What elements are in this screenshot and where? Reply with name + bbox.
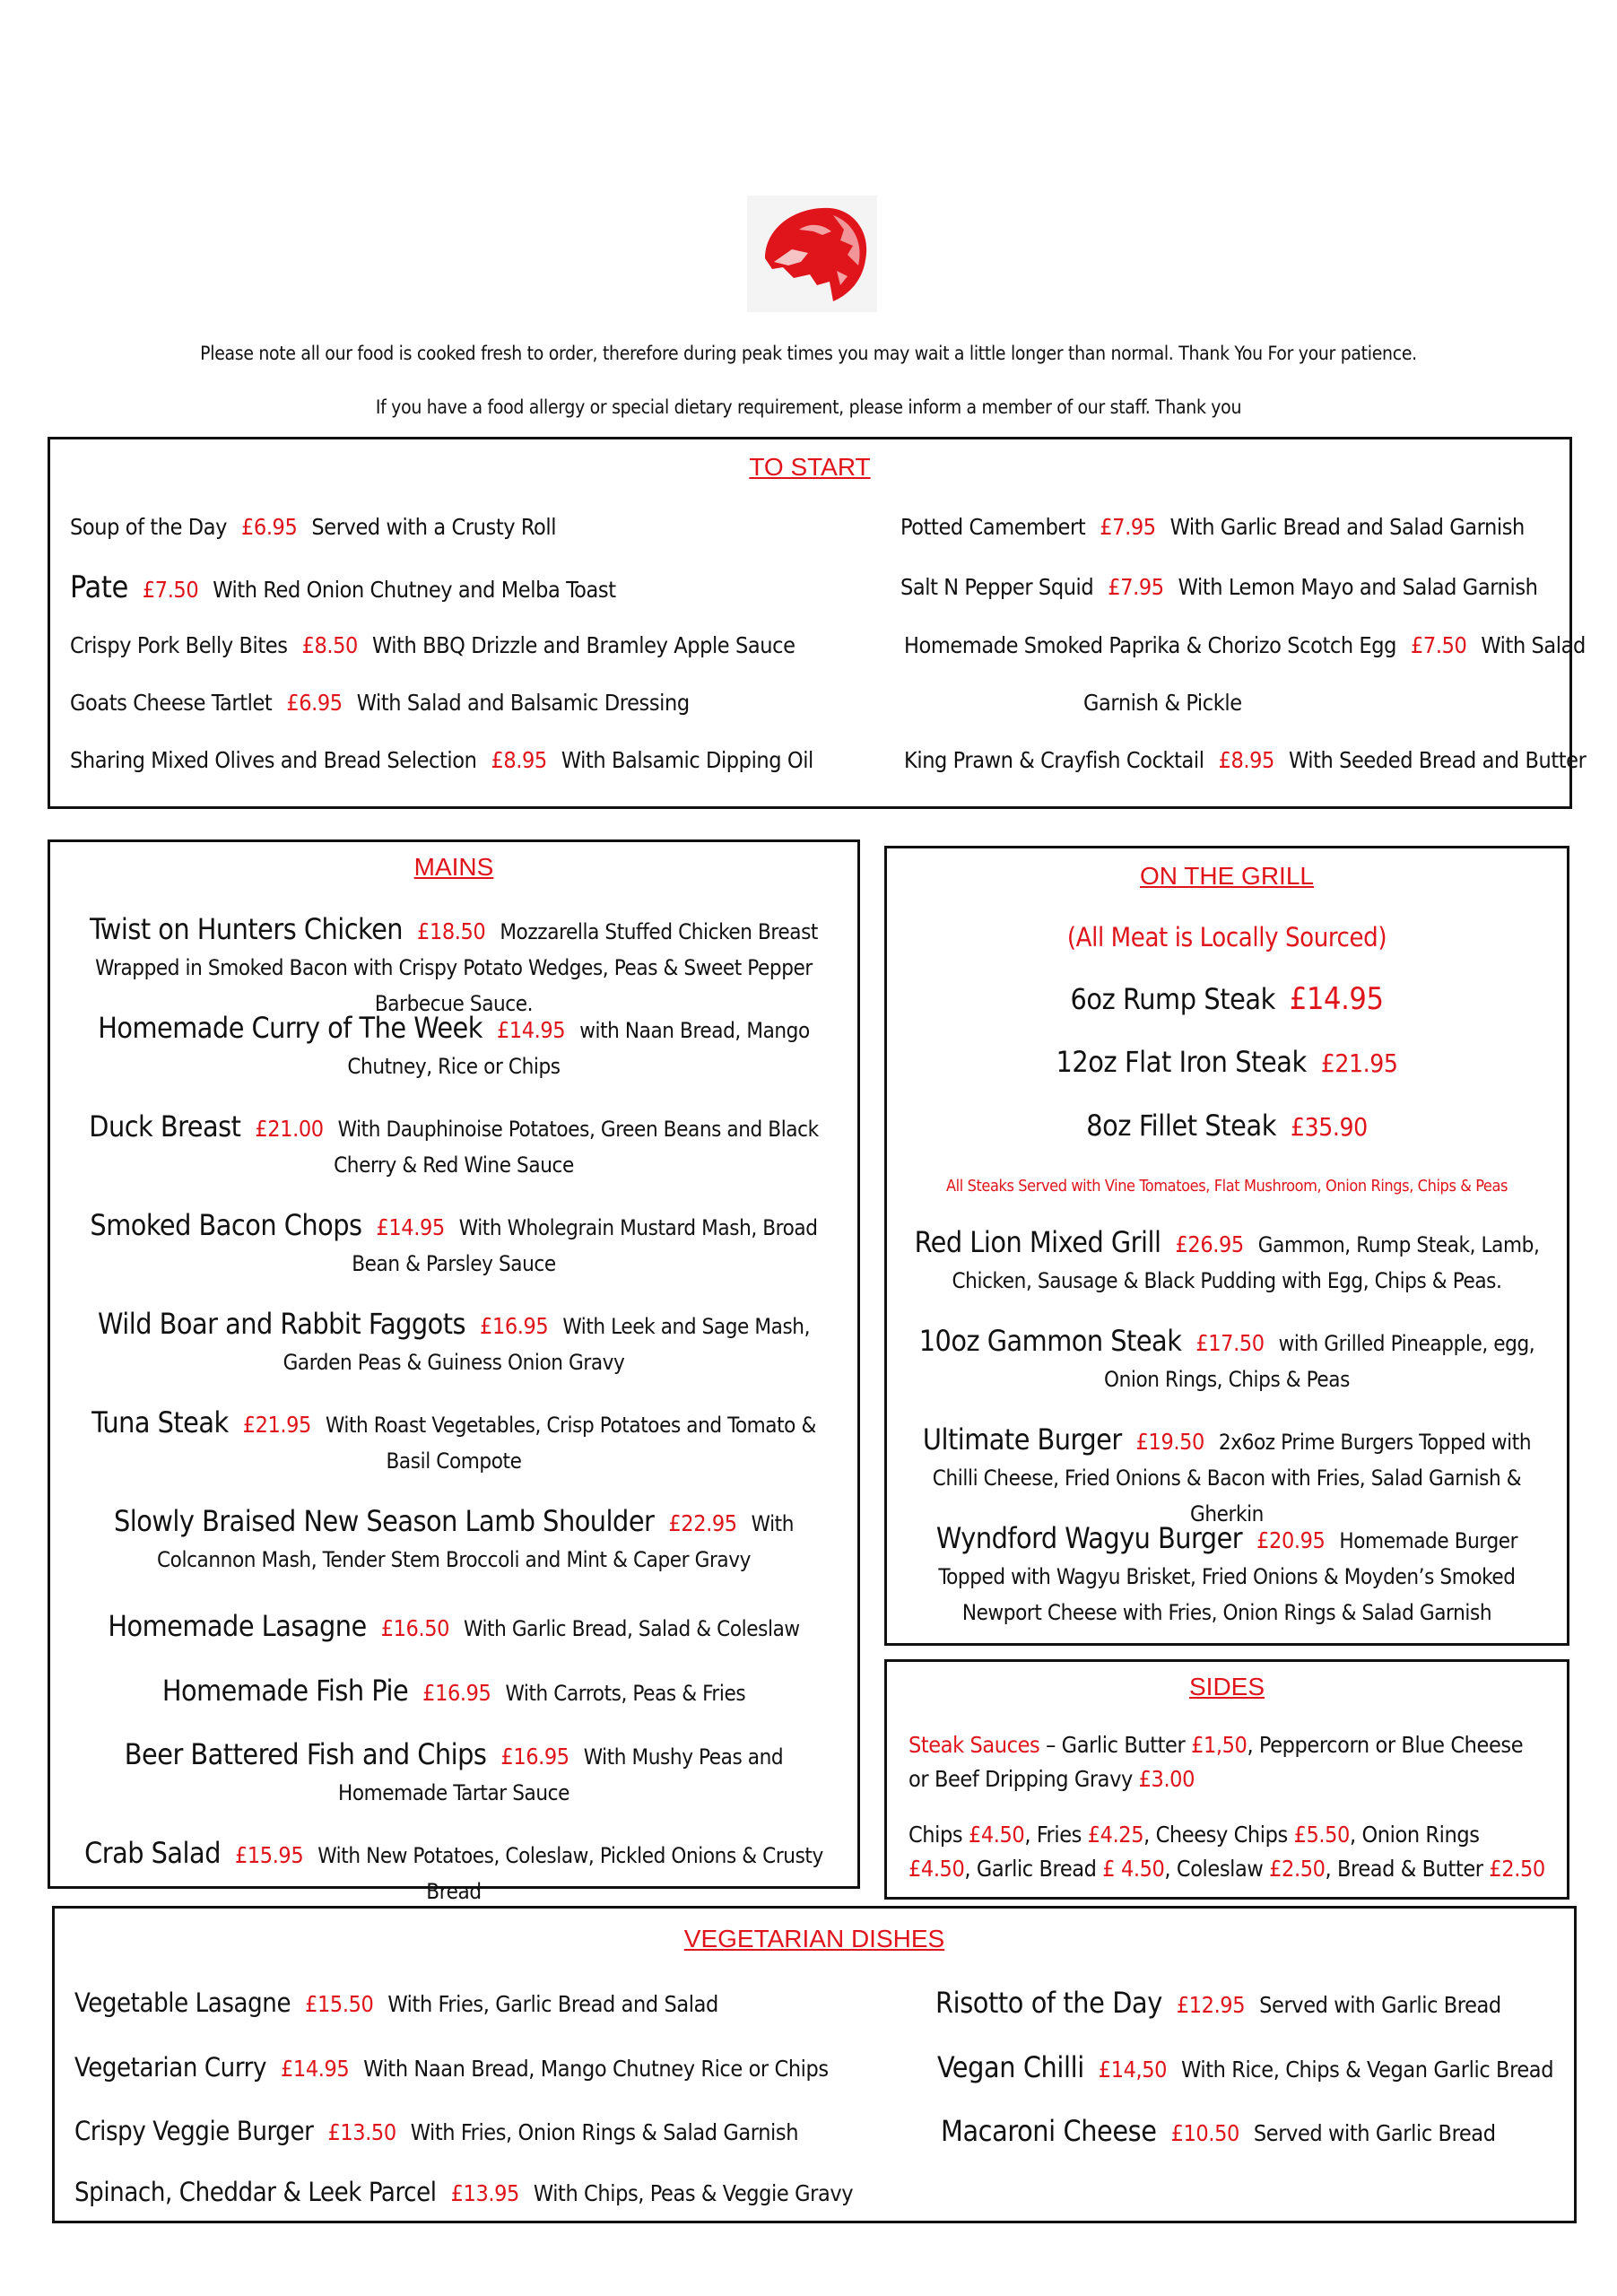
allergy-note: If you have a food allergy or special dietary requirement, please inform a member of our staff. Thank you (375, 396, 1242, 418)
menu-item: Homemade Curry of The Week £14.95 with Naan Bread, Mango Chutney, Rice or Chips (98, 1011, 810, 1079)
mains-section (48, 839, 860, 1904)
side-dishes: Chips £4.50, Fries £4.25, Cheesy Chips £5.50, Onion Rings £4.50, Garlic Bread £ 4.50, Coleslaw £2.50, Bread & Butter £2.50 (908, 1822, 1545, 1882)
menu-item: Crab Salad £15.95 With New Potatoes, Coleslaw, Pickled Onions & Crusty Bread (84, 1836, 823, 1904)
menu-item: Risotto of the Day £12.95 Served with Garlic Bread (935, 1986, 1501, 2020)
menu-item-continued: Garnish & Pickle (1083, 690, 1242, 716)
menu-item: Beer Battered Fish and Chips £16.95 With Mushy Peas and Homemade Tartar Sauce (124, 1737, 784, 1805)
steak-item: 12oz Flat Iron Steak £21.95 (1056, 1045, 1398, 1079)
menu-item: Crispy Veggie Burger £13.50 With Fries, Onion Rings & Salad Garnish (74, 2116, 799, 2146)
menu-item: Homemade Fish Pie £16.95 With Carrots, Peas & Fries (161, 1674, 746, 1708)
menu-item: King Prawn & Crayfish Cocktail £8.95 With Seeded Bread and Butter (904, 747, 1587, 773)
menu-item: Vegetable Lasagne £15.50 With Fries, Garlic Bread and Salad (74, 1987, 718, 2018)
menu-item: Salt N Pepper Squid £7.95 With Lemon Mayo and Salad Garnish (900, 574, 1538, 600)
menu-item: Red Lion Mixed Grill £26.95 Gammon, Rump Steak, Lamb, Chicken, Sausage & Black Pudding with Egg, Chips & Peas. (914, 1225, 1540, 1293)
menu-item: Soup of the Day £6.95 Served with a Crusty Roll (70, 514, 557, 540)
vegetarian-section (52, 1906, 1577, 2223)
to-start-section (48, 437, 1587, 809)
mains-heading: MAINS (413, 853, 494, 881)
menu-item: Wyndford Wagyu Burger £20.95 Homemade Burger Topped with Wagyu Brisket, Fried Onions & Moyden’s Smoked Newport Cheese with Fries, Onion Rings & Salad Garnish (935, 1521, 1518, 1625)
steak-item: 6oz Rump Steak £14.95 (1070, 981, 1384, 1017)
grill-heading: ON THE GRILL (1140, 862, 1314, 890)
menu-item: Macaroni Cheese £10.50 Served with Garlic Bread (941, 2114, 1496, 2148)
menu-item: Smoked Bacon Chops £14.95 With Wholegrain Mustard Mash, Broad Bean & Parsley Sauce (90, 1208, 818, 1276)
menu-item: Vegetarian Curry £14.95 With Naan Bread, Mango Chutney Rice or Chips (74, 2052, 829, 2083)
menu-item: Duck Breast £21.00 With Dauphinoise Potatoes, Green Beans and Black Cherry & Red Wine Sauce (89, 1109, 819, 1178)
menu-item: Pate £7.50 With Red Onion Chutney and Melba Toast (70, 570, 616, 605)
cooking-time-note: Please note all our food is cooked fresh to order, therefore during peak times you may wait a little longer than normal. Thank You For your patience. (200, 343, 1417, 364)
menu-item: Sharing Mixed Olives and Bread Selection £8.95 With Balsamic Dipping Oil (70, 747, 813, 773)
menu-item: Wild Boar and Rabbit Faggots £16.95 With Leek and Sage Mash, Garden Peas & Guiness Onion Gravy (97, 1307, 811, 1375)
grill-subtitle: (All Meat is Locally Sourced) (1066, 922, 1387, 952)
on-the-grill-section (884, 846, 1569, 1646)
menu-item: Goats Cheese Tartlet £6.95 With Salad and Balsamic Dressing (70, 690, 690, 716)
menu-item: Ultimate Burger £19.50 2x6oz Prime Burgers Topped with Chilli Cheese, Fried Onions & Bacon with Fries, Salad Garnish & Gherkin (922, 1422, 1532, 1526)
vegetarian-heading: VEGETARIAN DISHES (683, 1925, 945, 1952)
sides-heading: SIDES (1188, 1673, 1265, 1700)
menu-item: Homemade Smoked Paprika & Chorizo Scotch Egg £7.50 With Salad (904, 632, 1586, 658)
menu-item: Slowly Braised New Season Lamb Shoulder £22.95 With Colcannon Mash, Tender Stem Broccoli and Mint & Caper Gravy (113, 1504, 795, 1572)
steak-sauces: Steak Sauces – Garlic Butter £1,50, Peppercorn or Blue Cheese or Beef Dripping Gravy £3.00 (908, 1732, 1524, 1792)
steak-note: All Steaks Served with Vine Tomatoes, Flat Mushroom, Onion Rings, Chips & Peas (945, 1177, 1508, 1196)
menu-item: 10oz Gammon Steak £17.50 with Grilled Pineapple, egg, Onion Rings, Chips & Peas (918, 1324, 1535, 1392)
menu-item: Crispy Pork Belly Bites £8.50 With BBQ Drizzle and Bramley Apple Sauce (70, 632, 795, 658)
steak-item: 8oz Fillet Steak £35.90 (1086, 1109, 1368, 1143)
sides-section (884, 1659, 1569, 1900)
to-start-heading: TO START (749, 453, 871, 481)
menu-item: Tuna Steak £21.95 With Roast Vegetables, Crisp Potatoes and Tomato & Basil Compote (91, 1405, 816, 1474)
red-lion-head-icon (747, 196, 877, 312)
menu-item: Homemade Lasagne £16.50 With Garlic Bread, Salad & Coleslaw (108, 1609, 800, 1643)
menu-item: Vegan Chilli £14,50 With Rice, Chips & Vegan Garlic Bread (937, 2050, 1554, 2084)
menu-item: Potted Camembert £7.95 With Garlic Bread and Salad Garnish (900, 514, 1525, 540)
menu-item: Twist on Hunters Chicken £18.50 Mozzarella Stuffed Chicken Breast Wrapped in Smoked Bacon with Crispy Potato Wedges, Peas & Sweet Pepper Barbecue Sauce. (89, 912, 818, 1016)
menu-item: Spinach, Cheddar & Leek Parcel £13.95 With Chips, Peas & Veggie Gravy (74, 2177, 854, 2207)
